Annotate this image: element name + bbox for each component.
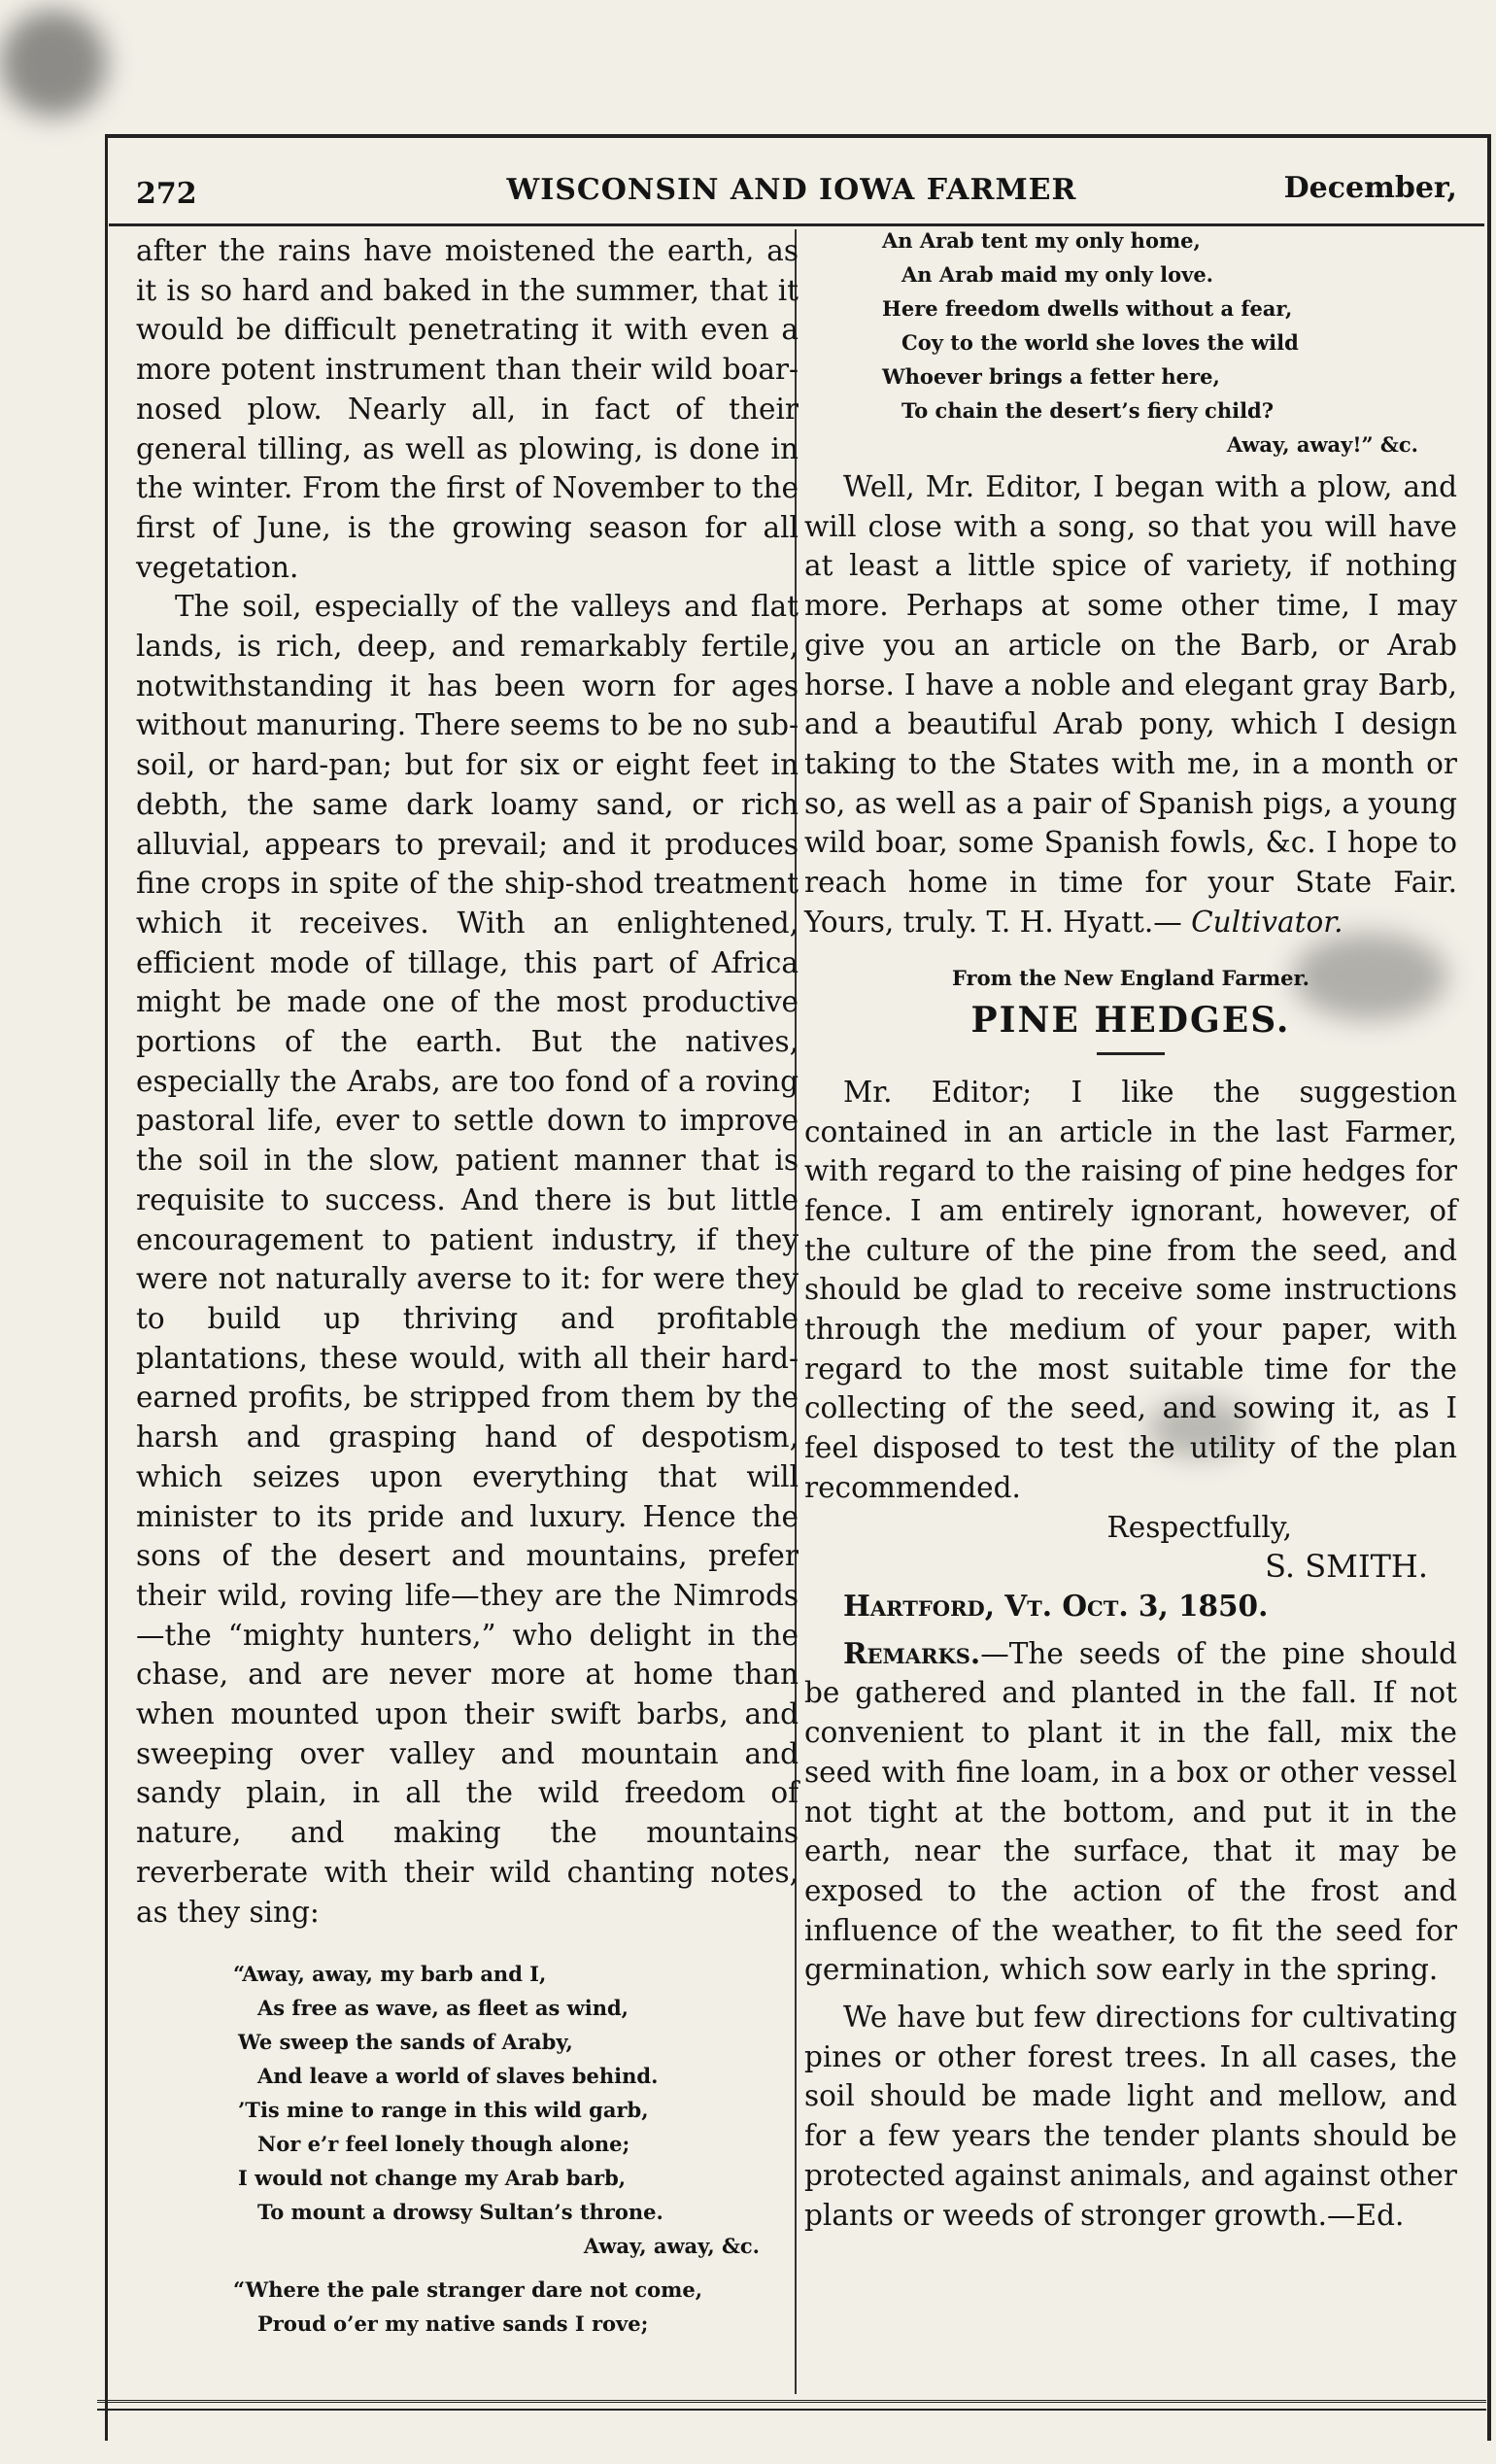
left-column (136, 231, 799, 2341)
poem-line: To chain the desert’s fiery child? (901, 398, 1275, 423)
poem-line: As free as wave, as fleet as wind, (257, 1996, 629, 2021)
poem-line: ’Tis mine to range in this wild garb, (238, 2098, 649, 2123)
poem-stanza (804, 223, 1457, 462)
page-header (126, 167, 1457, 222)
paragraph: We have but few directions for cultivating pines or other forest trees. In all cases, the soil should be made light and mellow, and for a few years the tender plants should be protected against animals, and against other plants or weeds of stronger growth.—Ed. (804, 2001, 1457, 2232)
poem-line: Nor e’r feel lonely though alone; (257, 2132, 630, 2157)
heading-rule (1097, 1052, 1165, 1055)
paragraph: The soil, especially of the valleys and flat lands, is rich, deep, and remarkably fertile, notwithstanding it has been worn for ages without manuring. There seems to be no sub-soil, or hard-pan; but for six or eight feet in debth, the same dark loamy sand, or rich alluvial, appears to prevail; and it produces fine crops in spite of the ship-shod treatment which it receives. With an enlightened, efficient mode of tillage, this part of Africa might be made one of the most productive portions of the earth. But the natives, especially the Arabs, are too fond of a roving pastoral life, ever to settle down to improve the soil in the slow, patient manner that is requisite to success. And there is but little encouragement to patient industry, if they were not naturally averse to it: for were they to build up thriving and profitable plantations, these would, with all their hard-earned profits, be stripped from them by the harsh and grasping hand of despotism, which seizes upon everything that will minister to its pride and luxury. Hence the sons of the desert and mountains, prefer their wild, roving life—they are the Nimrods—the “mighty hunters,” who delight in the chase, and are never more at home than when mounted upon their swift barbs, and sweeping over valley and mountain and sandy plain, in all the wild freedom of nature, and making the mountains reverberate with their wild chanting notes, as they sing: (136, 590, 799, 1929)
page-number: 272 (136, 177, 197, 211)
right-column (804, 228, 1457, 2235)
closing-source: Cultivator. (1191, 905, 1343, 939)
closing-text: Well, Mr. Editor, I began with a plow, and will close with a song, so that you will have at least a little spice of variety, if nothing more. Perhaps at some other time, I may give you an article on the Barb, or Arab horse. I have a noble and elegant gray Barb, and a beautiful Arab pony, which I design taking to the States with me, in a month or so, as well as a pair of Spanish pigs, a young wild boar, some Spanish fowls, &c. I hope to reach home in time for your State Fair. Yours, truly. T. H. Hyatt.— (804, 470, 1457, 939)
journal-title: WISCONSIN AND IOWA FARMER (506, 173, 1077, 207)
poem-line: Coy to the world she loves the wild (901, 330, 1299, 355)
paragraph: after the rains have moistened the earth, as it is so hard and baked in the summer, that it would be difficult penetrating it with even a more potent instrument than their wild boar-nosed plow. Nearly all, in fact of their general tilling, as well as plowing, is done in the winter. From the first of November to the first of June, is the growing season for all vegetation. (136, 234, 799, 584)
signature: S. SMITH. (1265, 1548, 1428, 1586)
poem-refrain: Away, away, &c. (583, 2234, 760, 2259)
remarks-text: —The seeds of the pine should be gathered and planted in the fall. If not convenient to plant it in the fall, mix the seed with fine loam, in a box or other vessel not tight at the bottom, and put it in the earth, near the surface, that it may be exposed to the action of the frost and influence of the weather, to fit the seed for germination, which sow early in the spring. (804, 1636, 1457, 1987)
poem-line: Proud o’er my native sands I rove; (257, 2311, 649, 2337)
issue-month: December, (1283, 171, 1457, 205)
poem-line: To mount a drowsy Sultan’s throne. (257, 2200, 663, 2225)
poem-refrain: Away, away!” &c. (1226, 432, 1418, 457)
poem-line: We sweep the sands of Araby, (238, 2030, 573, 2055)
poem-line: I would not change my Arab barb, (238, 2166, 627, 2191)
poem-stanza (136, 2273, 799, 2341)
sign-off: Respectfully, (1106, 1510, 1292, 1544)
ink-stain (0, 10, 107, 117)
footer-rule (97, 2400, 1486, 2411)
remarks-label: Remarks. (843, 1635, 981, 1670)
paragraph: Mr. Editor; I like the suggestion contained in an article in the last Farmer, with regard to the raising of pine hedges for fence. I am entirely ignorant, however, of the culture of the pine from the seed, and should be glad to receive some instructions through the medium of your paper, with regard to the most suitable time for the collecting of the seed, and sowing it, as I feel disposed to test the utility of the plan recommended. (804, 1075, 1457, 1504)
article-heading: PINE HEDGES. (970, 1000, 1291, 1042)
poem-line: An Arab tent my only home, (882, 228, 1201, 253)
poem-line: Here freedom dwells without a fear, (882, 296, 1293, 321)
paragraph (804, 467, 1457, 941)
poem-line: An Arab maid my only love. (901, 262, 1213, 287)
paragraph (804, 1634, 1457, 1990)
dateline: Hartford, Vt. Oct. 3, 1850. (843, 1588, 1269, 1623)
source-line: From the New England Farmer. (952, 966, 1309, 991)
poem-line: “Away, away, my barb and I, (233, 1962, 547, 1987)
poem-line: “Where the pale stranger dare not come, (233, 2277, 703, 2303)
poem-line: Whoever brings a fetter here, (882, 364, 1220, 389)
poem-stanza (136, 1957, 799, 2263)
poem-line: And leave a world of slaves behind. (257, 2064, 659, 2089)
